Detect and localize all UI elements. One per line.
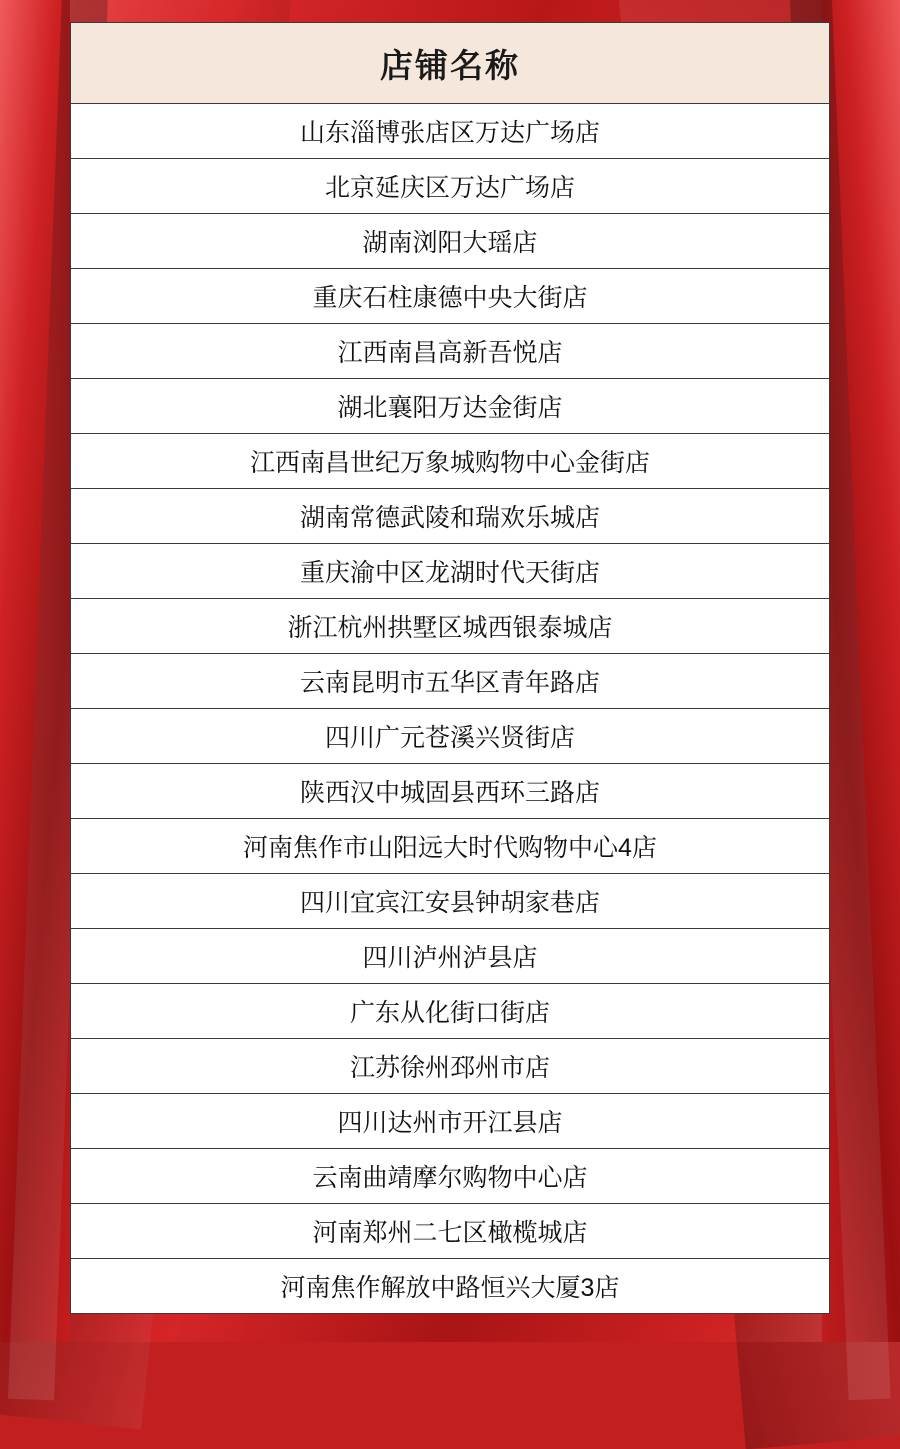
- store-name-cell: 河南焦作解放中路恒兴大厦3店: [71, 1259, 830, 1314]
- table-row: [71, 819, 830, 874]
- store-name-cell: 湖南常德武陵和瑞欢乐城店: [71, 489, 830, 544]
- store-name-cell: 四川泸州泸县店: [71, 929, 830, 984]
- table-row: [71, 929, 830, 984]
- store-name-cell: 江苏徐州邳州市店: [71, 1039, 830, 1094]
- table-row: [71, 1259, 830, 1314]
- table-row: [71, 379, 830, 434]
- store-name-cell: 陕西汉中城固县西环三路店: [71, 764, 830, 819]
- table-row: [71, 1149, 830, 1204]
- table-row: [71, 764, 830, 819]
- store-name-cell: 浙江杭州拱墅区城西银泰城店: [71, 599, 830, 654]
- store-name-cell: 北京延庆区万达广场店: [71, 159, 830, 214]
- store-name-cell: 重庆石柱康德中央大街店: [71, 269, 830, 324]
- store-name-cell: 湖北襄阳万达金街店: [71, 379, 830, 434]
- store-name-cell: 湖南浏阳大瑶店: [71, 214, 830, 269]
- table-row: [71, 709, 830, 764]
- store-name-cell: 河南郑州二七区橄榄城店: [71, 1204, 830, 1259]
- table-row: [71, 874, 830, 929]
- table-row: [71, 269, 830, 324]
- table-row: [71, 599, 830, 654]
- store-list-sheet: [70, 22, 830, 1314]
- table-row: [71, 434, 830, 489]
- table-row: [71, 1094, 830, 1149]
- table-row: [71, 104, 830, 159]
- store-table-head: [71, 23, 830, 104]
- table-row: [71, 1204, 830, 1259]
- table-row: [71, 489, 830, 544]
- store-name-cell: 云南昆明市五华区青年路店: [71, 654, 830, 709]
- table-header-row: [71, 23, 830, 104]
- store-name-cell: 江西南昌高新吾悦店: [71, 324, 830, 379]
- store-table-body: [71, 104, 830, 1314]
- store-name-cell: 广东从化街口街店: [71, 984, 830, 1039]
- store-table: [70, 22, 830, 1314]
- table-row: [71, 544, 830, 599]
- table-row: [71, 324, 830, 379]
- column-header-store-name: 店铺名称: [71, 23, 830, 104]
- table-row: [71, 214, 830, 269]
- store-name-cell: 云南曲靖摩尔购物中心店: [71, 1149, 830, 1204]
- store-name-cell: 四川广元苍溪兴贤街店: [71, 709, 830, 764]
- table-row: [71, 984, 830, 1039]
- table-row: [71, 654, 830, 709]
- table-row: [71, 1039, 830, 1094]
- store-name-cell: 四川宜宾江安县钟胡家巷店: [71, 874, 830, 929]
- store-name-cell: 重庆渝中区龙湖时代天街店: [71, 544, 830, 599]
- table-row: [71, 159, 830, 214]
- store-name-cell: 河南焦作市山阳远大时代购物中心4店: [71, 819, 830, 874]
- store-name-cell: 山东淄博张店区万达广场店: [71, 104, 830, 159]
- store-name-cell: 江西南昌世纪万象城购物中心金街店: [71, 434, 830, 489]
- store-name-cell: 四川达州市开江县店: [71, 1094, 830, 1149]
